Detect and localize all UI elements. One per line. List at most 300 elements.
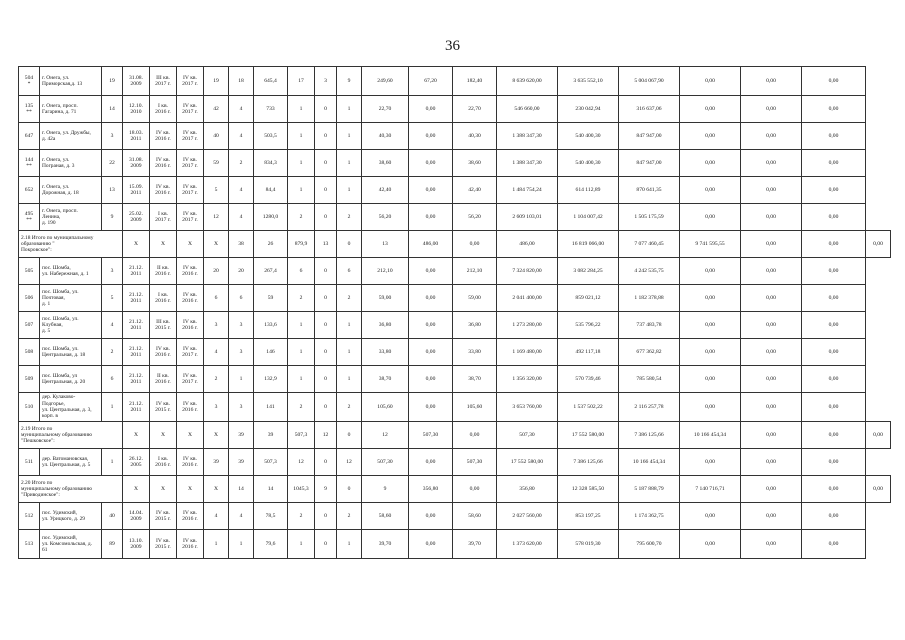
table-cell: 0,00 bbox=[741, 530, 802, 559]
table-cell: 0,00 bbox=[409, 150, 453, 177]
table-cell: 84,4 bbox=[254, 177, 288, 204]
table-cell: 1 169 480,00 bbox=[497, 339, 558, 366]
table-cell: 1 bbox=[204, 530, 229, 559]
table-cell: I кв. 2017 г. bbox=[150, 204, 177, 231]
table-cell: 0,00 bbox=[802, 312, 866, 339]
table-cell: IV кв. 2017 г. bbox=[177, 204, 204, 231]
table-cell: 2 bbox=[229, 150, 254, 177]
table-cell: 0,00 bbox=[741, 231, 802, 258]
table-cell: 853 197,25 bbox=[558, 503, 619, 530]
table-cell: 10 166 454,34 bbox=[619, 449, 680, 476]
table-cell: 0,00 bbox=[680, 150, 741, 177]
table-cell: 58,60 bbox=[362, 503, 409, 530]
table-cell: 132,9 bbox=[254, 366, 288, 393]
table-cell: IV кв. 2017 г. bbox=[177, 339, 204, 366]
table-cell: 507,30 bbox=[453, 449, 497, 476]
table-cell: 3 bbox=[204, 312, 229, 339]
table-cell: 0,00 bbox=[802, 366, 866, 393]
table-cell: 507,30 bbox=[409, 422, 453, 449]
table-cell: 3 635 552,10 bbox=[558, 67, 619, 96]
table-cell: 0,00 bbox=[802, 449, 866, 476]
table-cell: 2 bbox=[204, 366, 229, 393]
table-cell: 0,00 bbox=[409, 393, 453, 422]
table-cell: 0 bbox=[315, 123, 337, 150]
table-cell: 0 bbox=[315, 530, 337, 559]
table-cell: 7 386 125,66 bbox=[619, 422, 680, 449]
table-cell: 40 bbox=[204, 123, 229, 150]
table-cell: 0,00 bbox=[409, 204, 453, 231]
table-cell: 1 505 175,59 bbox=[619, 204, 680, 231]
address-cell: дер. Ватомановская, ул. Центральная, д. 5 bbox=[40, 449, 102, 476]
table-row bbox=[19, 67, 891, 96]
table-cell: 1 bbox=[102, 449, 123, 476]
table-cell: 0,00 bbox=[409, 503, 453, 530]
table-cell: 6 bbox=[229, 285, 254, 312]
table-cell: 2 bbox=[102, 339, 123, 366]
address-cell: пос. Шомба, ул. Клубная, д. 5 bbox=[40, 312, 102, 339]
table-cell: 0,00 bbox=[680, 123, 741, 150]
table-cell: 879,9 bbox=[288, 231, 315, 258]
table-cell: X bbox=[204, 231, 229, 258]
table-cell: 0,00 bbox=[802, 96, 866, 123]
address-cell: г. Онега, ул. Пограная, д. 3 bbox=[40, 150, 102, 177]
table-cell: 1 bbox=[337, 177, 362, 204]
table-cell: 38,60 bbox=[453, 150, 497, 177]
table-cell: 146 bbox=[254, 339, 288, 366]
table-cell: 22,70 bbox=[453, 96, 497, 123]
table-cell: IV кв. 2016 г. bbox=[177, 285, 204, 312]
table-cell: 6 bbox=[337, 258, 362, 285]
table-cell: 249,60 bbox=[362, 67, 409, 96]
table-cell: 0,00 bbox=[680, 67, 741, 96]
subtotal-row bbox=[19, 231, 891, 258]
table-cell: 89 bbox=[102, 530, 123, 559]
table-cell: 0,00 bbox=[680, 503, 741, 530]
table-cell: 12.10. 2010 bbox=[123, 96, 150, 123]
table-cell: 3 bbox=[204, 393, 229, 422]
table-cell: 2 041 400,00 bbox=[497, 285, 558, 312]
address-cell: г. Онега, ул. Дружбы, д. 42а bbox=[40, 123, 102, 150]
table-row bbox=[19, 312, 891, 339]
table-cell: X bbox=[150, 422, 177, 449]
table-cell: 1 104 007,42 bbox=[558, 204, 619, 231]
table-row bbox=[19, 393, 891, 422]
table-cell: 212,10 bbox=[362, 258, 409, 285]
table-cell: 182,40 bbox=[453, 67, 497, 96]
table-cell: 19 bbox=[102, 67, 123, 96]
table-cell: 0,00 bbox=[680, 258, 741, 285]
table-cell: 0,00 bbox=[741, 476, 802, 503]
table-cell: 4 bbox=[229, 177, 254, 204]
table-cell: 12 bbox=[337, 449, 362, 476]
table-cell: IV кв. 2017 г. bbox=[177, 150, 204, 177]
table-cell: III кв. 2017 г. bbox=[150, 67, 177, 96]
table-cell: 0,00 bbox=[741, 177, 802, 204]
table-cell: 0,00 bbox=[741, 393, 802, 422]
table-cell: 20 bbox=[204, 258, 229, 285]
table-cell: 0,00 bbox=[680, 449, 741, 476]
table-cell: 847 947,00 bbox=[619, 123, 680, 150]
table-cell: 0,00 bbox=[453, 476, 497, 503]
table-cell: 67,20 bbox=[409, 67, 453, 96]
table-cell: 2 bbox=[337, 204, 362, 231]
table-cell: 0,00 bbox=[409, 258, 453, 285]
table-cell: IV кв. 2017 г. bbox=[177, 67, 204, 96]
table-cell: 42,40 bbox=[362, 177, 409, 204]
table-cell: 1 bbox=[288, 312, 315, 339]
table-cell: 507,3 bbox=[254, 449, 288, 476]
table-cell: 859 021,12 bbox=[558, 285, 619, 312]
table-cell: 105,60 bbox=[362, 393, 409, 422]
table-cell: 1 bbox=[337, 530, 362, 559]
table-cell: IV кв. 2016 г. bbox=[177, 503, 204, 530]
table-cell: 0 bbox=[337, 476, 362, 503]
table-cell: 36,80 bbox=[362, 312, 409, 339]
table-cell: 0,00 bbox=[741, 96, 802, 123]
table-cell: 503,5 bbox=[254, 123, 288, 150]
table-cell: 25.02. 2009 bbox=[123, 204, 150, 231]
table-cell: 570 739,46 bbox=[558, 366, 619, 393]
table-cell: 8 639 620,00 bbox=[497, 67, 558, 96]
table-cell: 0,00 bbox=[802, 503, 866, 530]
table-cell: 5 bbox=[102, 285, 123, 312]
table-cell: 356,80 bbox=[497, 476, 558, 503]
table-cell: 737 483,78 bbox=[619, 312, 680, 339]
table-cell: 21.12. 2011 bbox=[123, 312, 150, 339]
table-cell: IV кв. 2016 г. bbox=[177, 449, 204, 476]
table-cell: 39,70 bbox=[453, 530, 497, 559]
table-row bbox=[19, 177, 891, 204]
table-cell: 511 bbox=[19, 449, 40, 476]
table-cell: 2 bbox=[337, 393, 362, 422]
table-cell: 847 947,00 bbox=[619, 150, 680, 177]
table-cell: 507 bbox=[19, 312, 40, 339]
table-cell: 0,00 bbox=[802, 150, 866, 177]
table-cell: II кв. 2016 г. bbox=[150, 366, 177, 393]
table-cell: 6 bbox=[204, 285, 229, 312]
table-cell: 0,00 bbox=[409, 177, 453, 204]
table-cell: 2 bbox=[288, 285, 315, 312]
table-cell: 0,00 bbox=[680, 312, 741, 339]
table-cell: 0 bbox=[315, 312, 337, 339]
table-cell: 1 273 280,00 bbox=[497, 312, 558, 339]
table-cell: 0,00 bbox=[409, 285, 453, 312]
table-cell: 0,00 bbox=[741, 449, 802, 476]
table-cell: 0 bbox=[337, 422, 362, 449]
table-cell: 33,80 bbox=[453, 339, 497, 366]
table-cell: 1 bbox=[288, 339, 315, 366]
table-cell: 141 bbox=[254, 393, 288, 422]
table-cell: 495 ** bbox=[19, 204, 40, 231]
table-cell: 0,00 bbox=[802, 204, 866, 231]
table-row bbox=[19, 285, 891, 312]
table-cell: 0,00 bbox=[741, 204, 802, 231]
table-cell: IV кв. 2016 г. bbox=[177, 258, 204, 285]
table-cell: 39 bbox=[229, 449, 254, 476]
table-cell: 0,00 bbox=[802, 285, 866, 312]
table-cell: 16 819 066,00 bbox=[558, 231, 619, 258]
table-cell: 0,00 bbox=[741, 339, 802, 366]
table-cell: IV кв. 2016 г. bbox=[177, 530, 204, 559]
table-cell: 1 537 502,22 bbox=[558, 393, 619, 422]
table-cell: 1 bbox=[102, 393, 123, 422]
table-cell: 1 bbox=[337, 123, 362, 150]
table-cell: 5 187 888,79 bbox=[619, 476, 680, 503]
table-cell: IV кв. 2016 г. bbox=[150, 123, 177, 150]
table-cell: 133,6 bbox=[254, 312, 288, 339]
table-cell: 0,00 bbox=[741, 366, 802, 393]
table-cell: 39 bbox=[229, 422, 254, 449]
table-cell: 834,3 bbox=[254, 150, 288, 177]
table-cell: 38 bbox=[229, 231, 254, 258]
table-cell: 22,70 bbox=[362, 96, 409, 123]
table-cell: X bbox=[177, 422, 204, 449]
table-cell: 0 bbox=[315, 503, 337, 530]
table-cell: 0 bbox=[315, 366, 337, 393]
table-cell: IV кв. 2015 г. bbox=[150, 530, 177, 559]
table-cell: 36,80 bbox=[453, 312, 497, 339]
subtotal-title-cell: 2.19 Итого по муниципальному образованию "Пешковское": bbox=[19, 422, 123, 449]
table-cell: 0 bbox=[315, 177, 337, 204]
table-cell: 4 bbox=[204, 339, 229, 366]
table-cell: 39 bbox=[204, 449, 229, 476]
subtotal-row bbox=[19, 422, 891, 449]
table-cell: X bbox=[123, 422, 150, 449]
table-cell: 3 bbox=[229, 393, 254, 422]
table-cell: 1 bbox=[288, 150, 315, 177]
table-cell: 9 bbox=[337, 67, 362, 96]
table-cell: X bbox=[204, 476, 229, 503]
address-cell: г. Онега, просп. Ленина, д. 190 bbox=[40, 204, 102, 231]
page-number: 36 bbox=[445, 38, 460, 54]
table-cell: 3 bbox=[102, 258, 123, 285]
table-cell: 486,00 bbox=[497, 231, 558, 258]
table-cell: 2 027 560,00 bbox=[497, 503, 558, 530]
table-cell: 614 112,89 bbox=[558, 177, 619, 204]
table-cell: 40,30 bbox=[453, 123, 497, 150]
table-cell: 212,10 bbox=[453, 258, 497, 285]
table-cell: 535 796,22 bbox=[558, 312, 619, 339]
table-cell: 15.09. 2011 bbox=[123, 177, 150, 204]
table-cell: 7 077 460,45 bbox=[619, 231, 680, 258]
table-cell: 0,00 bbox=[680, 177, 741, 204]
table-cell: 38,70 bbox=[453, 366, 497, 393]
table-cell: 513 bbox=[19, 530, 40, 559]
table-cell: 512 bbox=[19, 503, 40, 530]
table-cell: 5 bbox=[204, 177, 229, 204]
table-cell: I кв. 2016 г. bbox=[150, 449, 177, 476]
table-cell: 1280,0 bbox=[254, 204, 288, 231]
table-cell: 0 bbox=[315, 285, 337, 312]
table-cell: X bbox=[123, 231, 150, 258]
table-cell: 6 bbox=[102, 366, 123, 393]
table-cell: 39 bbox=[254, 422, 288, 449]
table-cell: 4 bbox=[229, 96, 254, 123]
table-cell: 492 117,18 bbox=[558, 339, 619, 366]
table-cell: 0 bbox=[315, 150, 337, 177]
table-cell: IV кв. 2016 г. bbox=[150, 177, 177, 204]
table-cell: 17 552 580,00 bbox=[497, 449, 558, 476]
table-cell: IV кв. 2017 г. bbox=[177, 177, 204, 204]
table-cell: 0,00 bbox=[409, 339, 453, 366]
address-cell: пос. Шомба, ул. Центральная, д. 18 bbox=[40, 339, 102, 366]
table-cell: 79,6 bbox=[254, 530, 288, 559]
table-cell: 7 324 820,00 bbox=[497, 258, 558, 285]
table-cell: 21.12. 2011 bbox=[123, 285, 150, 312]
table-cell: 1 bbox=[288, 530, 315, 559]
table-cell: 3 bbox=[229, 339, 254, 366]
table-cell: 14 bbox=[254, 476, 288, 503]
table-cell: 0,00 bbox=[802, 67, 866, 96]
table-row bbox=[19, 150, 891, 177]
resettlement-table bbox=[18, 66, 891, 559]
table-cell: 12 bbox=[315, 422, 337, 449]
table-cell: 507,30 bbox=[497, 422, 558, 449]
table-cell: 0,00 bbox=[866, 422, 891, 449]
table-cell: 0,00 bbox=[802, 258, 866, 285]
table-cell: 1 bbox=[229, 530, 254, 559]
table-cell: IV кв. 2016 г. bbox=[150, 339, 177, 366]
table-cell: 12 bbox=[288, 449, 315, 476]
table-cell: 0,00 bbox=[866, 231, 891, 258]
table-cell: 0,00 bbox=[866, 476, 891, 503]
table-cell: 78,5 bbox=[254, 503, 288, 530]
table-cell: 0,00 bbox=[680, 96, 741, 123]
table-cell: 39,70 bbox=[362, 530, 409, 559]
table-cell: 14 bbox=[102, 96, 123, 123]
table-row bbox=[19, 258, 891, 285]
table-cell: 0,00 bbox=[741, 67, 802, 96]
table-cell: 26 bbox=[254, 231, 288, 258]
table-cell: 12 bbox=[362, 422, 409, 449]
address-cell: пос. Шомба, ул Центральная, д. 20 bbox=[40, 366, 102, 393]
table-cell: 0,00 bbox=[680, 339, 741, 366]
table-cell: X bbox=[150, 476, 177, 503]
table-cell: 0,00 bbox=[409, 366, 453, 393]
table-cell: 13 bbox=[362, 231, 409, 258]
table-cell: 509 bbox=[19, 366, 40, 393]
table-cell: 14 bbox=[229, 476, 254, 503]
table-cell: 0,00 bbox=[680, 530, 741, 559]
table-cell: 1 bbox=[288, 96, 315, 123]
table-cell: 7 386 125,66 bbox=[558, 449, 619, 476]
table-cell: 506 bbox=[19, 285, 40, 312]
table-cell: 20 bbox=[229, 258, 254, 285]
table-cell: I кв. 2016 г. bbox=[150, 285, 177, 312]
table-cell: 2 bbox=[288, 204, 315, 231]
table-cell: 0 bbox=[315, 449, 337, 476]
table-cell: 59,00 bbox=[362, 285, 409, 312]
table-cell: 1 bbox=[288, 123, 315, 150]
table-row bbox=[19, 449, 891, 476]
table-cell: 0,00 bbox=[741, 123, 802, 150]
table-cell: 316 637,06 bbox=[619, 96, 680, 123]
table-cell: 13.10. 2009 bbox=[123, 530, 150, 559]
table-cell: 645,4 bbox=[254, 67, 288, 96]
table-cell: 3 082 284,25 bbox=[558, 258, 619, 285]
address-cell: пос. Шомба, ул. Набережная, д. 1 bbox=[40, 258, 102, 285]
subtotal-title-cell: 2.18 Итого по муниципальному образованию " Покровское": bbox=[19, 231, 123, 258]
table-cell: 0,00 bbox=[409, 96, 453, 123]
table-cell: 0,00 bbox=[453, 231, 497, 258]
table-cell: 3 bbox=[315, 67, 337, 96]
table-cell: 0 bbox=[337, 231, 362, 258]
table-cell: 508 bbox=[19, 339, 40, 366]
table-cell: 105,60 bbox=[453, 393, 497, 422]
table-cell: 56,20 bbox=[362, 204, 409, 231]
table-cell: 1 bbox=[288, 366, 315, 393]
table-cell: 38,60 bbox=[362, 150, 409, 177]
table-cell: 0,00 bbox=[680, 366, 741, 393]
address-cell: пос. Удимский, ул. Комсомольская, д. 61 bbox=[40, 530, 102, 559]
table-row bbox=[19, 96, 891, 123]
table-cell: 33,80 bbox=[362, 339, 409, 366]
table-cell: 0,00 bbox=[680, 204, 741, 231]
table-cell: 4 bbox=[229, 503, 254, 530]
table-cell: 2 116 257,78 bbox=[619, 393, 680, 422]
table-cell: 22 bbox=[102, 150, 123, 177]
table-cell: IV кв. 2015 г. bbox=[150, 393, 177, 422]
table-cell: 17 552 580,00 bbox=[558, 422, 619, 449]
table-cell: 17 bbox=[288, 67, 315, 96]
address-cell: пос. Удимский, ул. Урицкого, д. 29 bbox=[40, 503, 102, 530]
table-cell: 652 bbox=[19, 177, 40, 204]
address-cell: дер. Кулаково- Подгорье, ул. Центральная, д. 3, корп. в bbox=[40, 393, 102, 422]
table-cell: 4 bbox=[229, 204, 254, 231]
table-cell: 0,00 bbox=[802, 339, 866, 366]
table-cell: 540 400,30 bbox=[558, 150, 619, 177]
table-cell: X bbox=[177, 476, 204, 503]
table-cell: 3 bbox=[102, 123, 123, 150]
table-cell: 0 bbox=[315, 393, 337, 422]
table-cell: 4 242 535,75 bbox=[619, 258, 680, 285]
table-cell: IV кв. 2017 г. bbox=[177, 366, 204, 393]
table-cell: X bbox=[123, 476, 150, 503]
table-row bbox=[19, 123, 891, 150]
table-cell: 1 182 378,88 bbox=[619, 285, 680, 312]
table-cell: 1 bbox=[337, 150, 362, 177]
table-cell: 135 ** bbox=[19, 96, 40, 123]
table-cell: 59 bbox=[204, 150, 229, 177]
table-cell: 1 356 320,00 bbox=[497, 366, 558, 393]
table-row bbox=[19, 530, 891, 559]
table-cell: 785 580,54 bbox=[619, 366, 680, 393]
table-cell: 0,00 bbox=[802, 231, 866, 258]
subtotal-title-cell: 2.20 Итого по муниципальному образованию "Приводинское": bbox=[19, 476, 123, 503]
table-row bbox=[19, 204, 891, 231]
table-cell: II кв. 2016 г. bbox=[150, 258, 177, 285]
table-cell: 507,3 bbox=[288, 422, 315, 449]
table-row bbox=[19, 366, 891, 393]
address-cell: пос. Шомба, ул. Почтовая, д. 1 bbox=[40, 285, 102, 312]
table-cell: 7 140 716,71 bbox=[680, 476, 741, 503]
table-cell: 56,20 bbox=[453, 204, 497, 231]
table-cell: X bbox=[150, 231, 177, 258]
table-row bbox=[19, 503, 891, 530]
table-cell: 0,00 bbox=[741, 258, 802, 285]
table-cell: 0,00 bbox=[741, 150, 802, 177]
address-cell: г. Онега, ул. Дорожная, д. 18 bbox=[40, 177, 102, 204]
table-cell: 677 362,82 bbox=[619, 339, 680, 366]
table-cell: 4 bbox=[229, 123, 254, 150]
table-cell: 2 bbox=[337, 503, 362, 530]
table-cell: 733 bbox=[254, 96, 288, 123]
table-cell: 0,00 bbox=[741, 422, 802, 449]
table-cell: 144 ** bbox=[19, 150, 40, 177]
table-cell: 38,70 bbox=[362, 366, 409, 393]
table-cell: 505 bbox=[19, 258, 40, 285]
table-cell: 0,00 bbox=[802, 393, 866, 422]
